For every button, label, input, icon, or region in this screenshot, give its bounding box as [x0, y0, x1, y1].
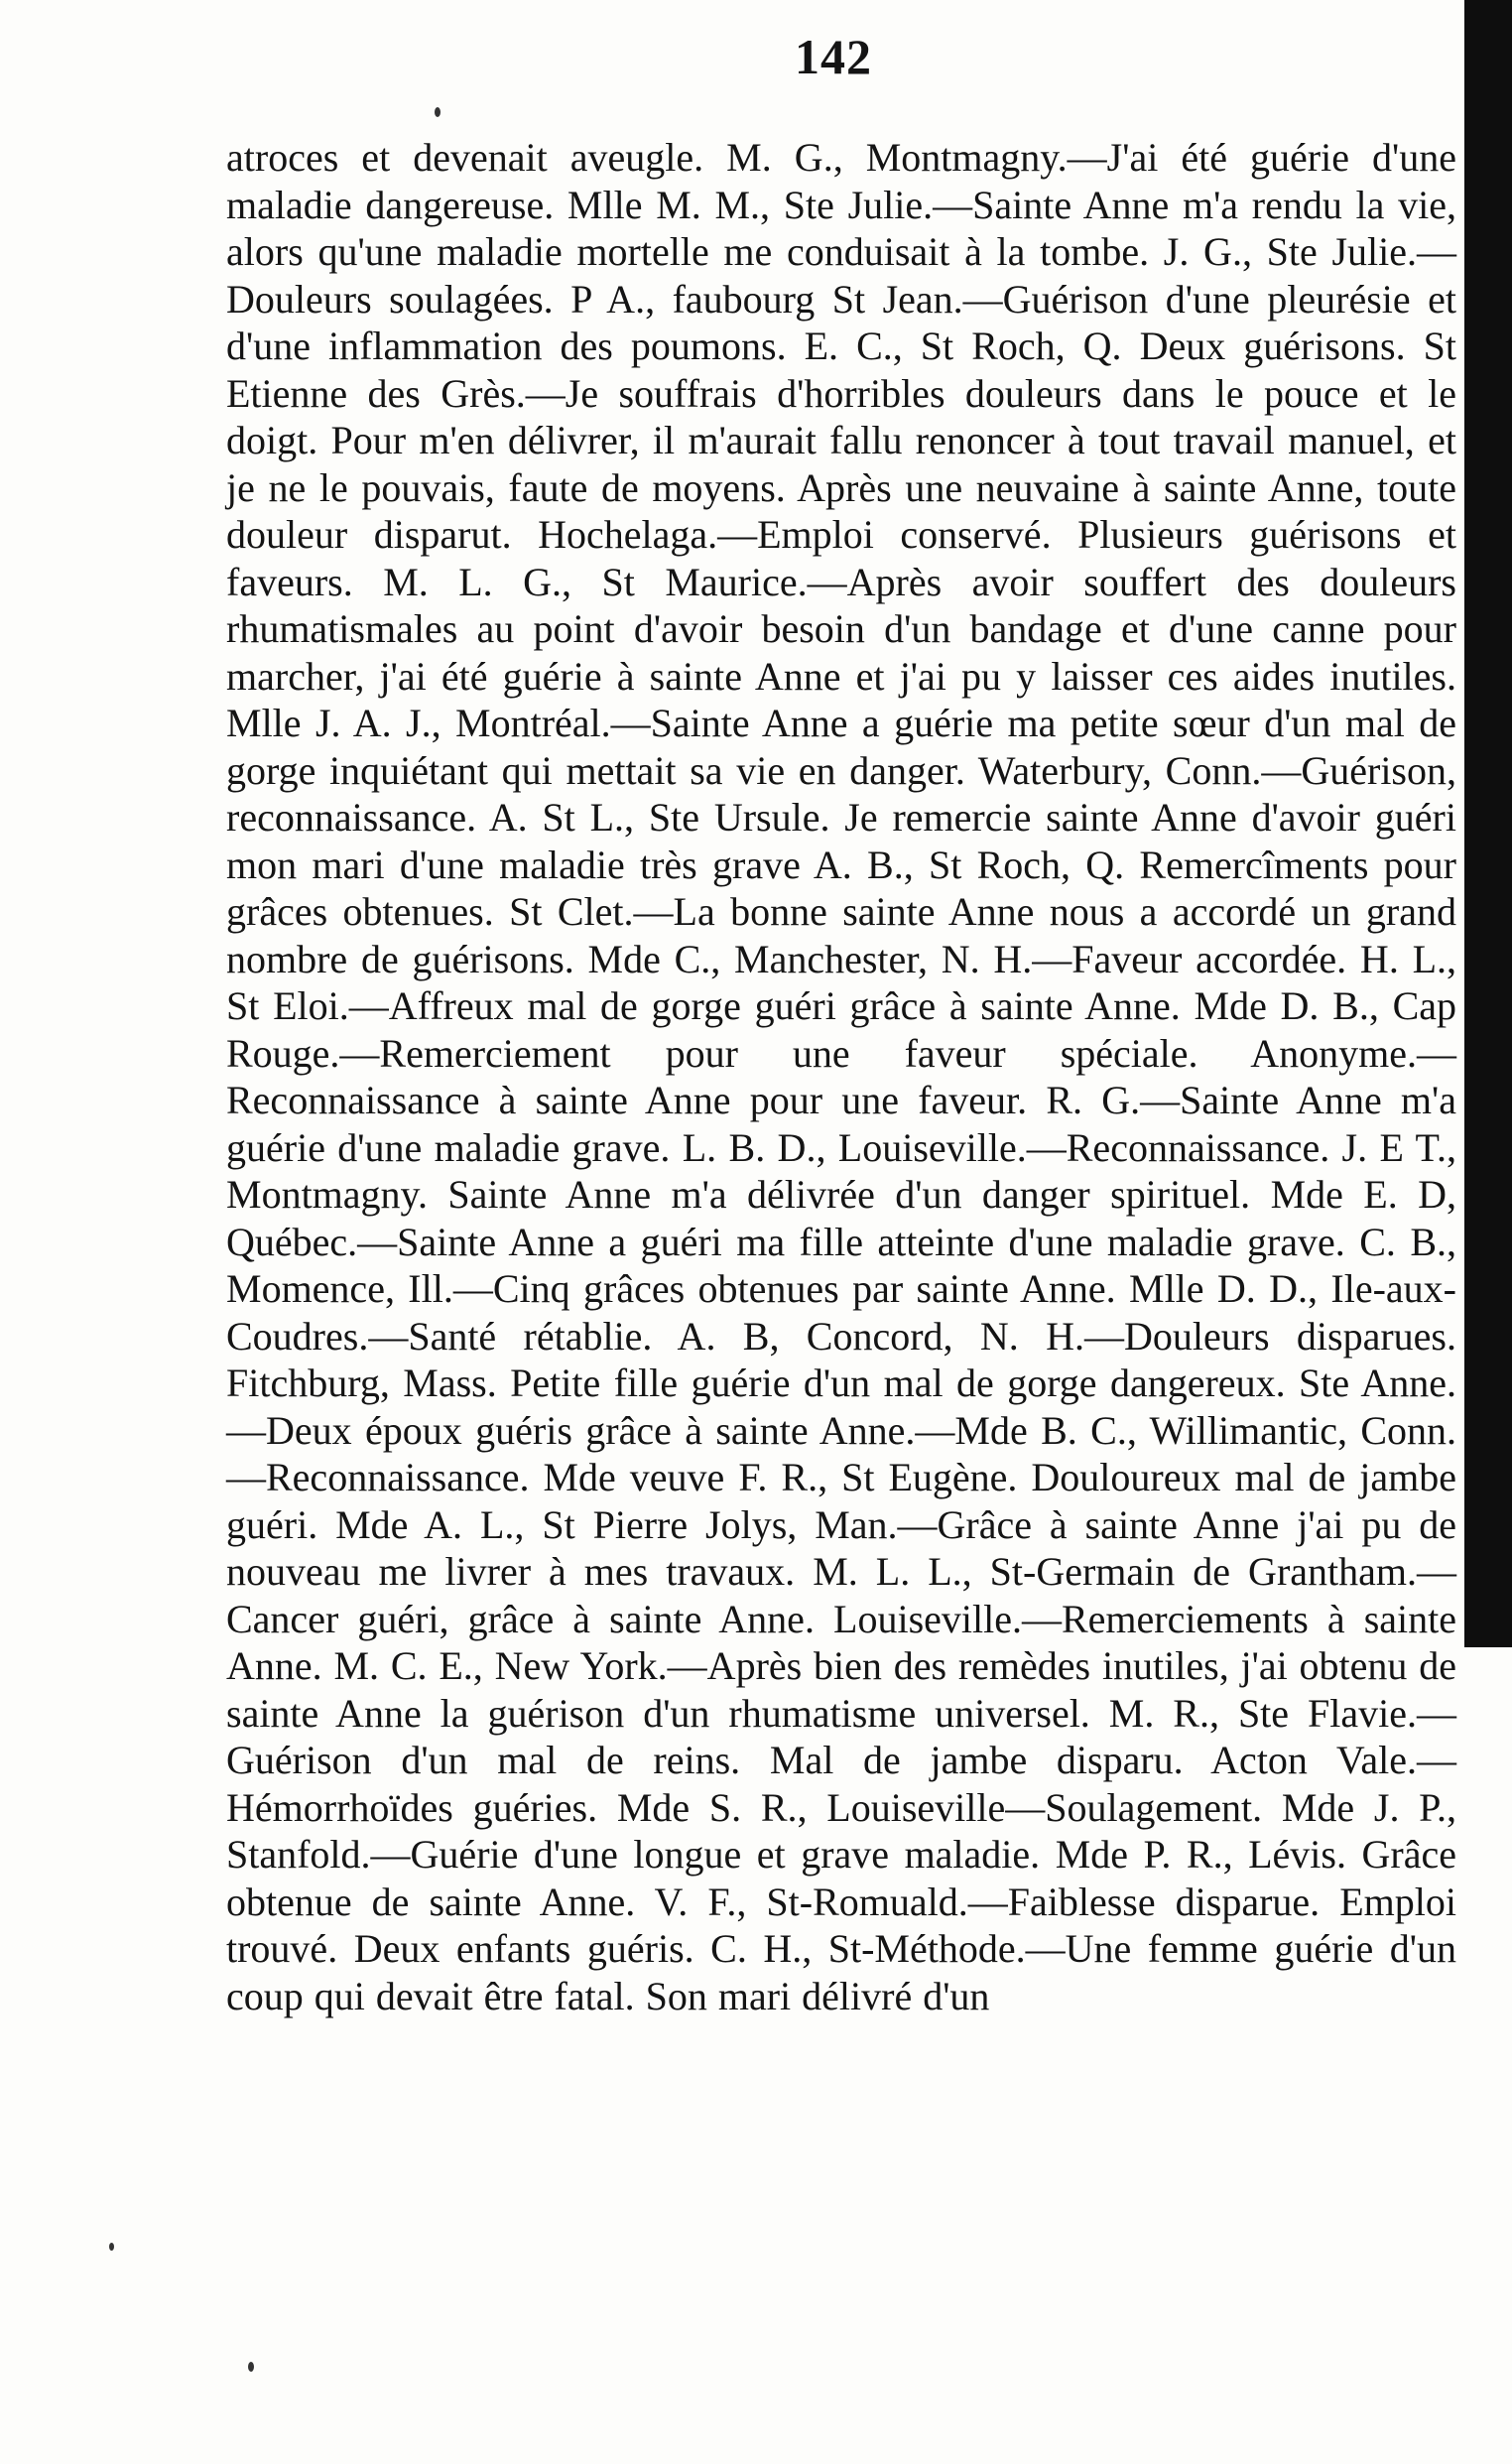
ink-speck	[435, 107, 441, 117]
page-number: 142	[795, 29, 872, 84]
ink-speck	[109, 2243, 114, 2251]
binding-edge-shadow	[1464, 0, 1512, 1647]
ink-speck	[248, 2362, 254, 2372]
body-text: atroces et devenait aveugle. M. G., Montmagny.—J'ai été guérie d'une maladie dangereuse. Mlle M. M., Ste Julie.—Sainte Anne m'a rendu la vie, alors qu'une maladie mortelle me conduisait à la tombe. J. G., Ste Julie.—Douleurs soulagées. P A., faubourg St Jean.—Guérison d'une pleurésie et d'une inflammation des poumons. E. C., St Roch, Q. Deux guérisons. St Etienne des Grès.—Je souffrais d'horribles douleurs dans le pouce et le doigt. Pour m'en délivrer, il m'aurait fallu renoncer à tout travail manuel, et je ne le pouvais, faute de moyens. Après une neuvaine à sainte Anne, toute douleur disparut. Hochelaga.—Emploi conservé. Plusieurs guérisons et faveurs. M. L. G., St Maurice.—Après avoir souffert des douleurs rhumatismales au point d'avoir besoin d'un bandage et d'une canne pour marcher, j'ai été guérie à sainte Anne et j'ai pu y laisser ces aides inutiles. Mlle J. A. J., Montréal.—Sainte Anne a guérie ma petite sœur d'un mal de gorge inquiétant qui mettait sa vie en danger. Waterbury, Conn.—Guérison, reconnaissance. A. St L., Ste Ursule. Je remercie sainte Anne d'avoir guéri mon mari d'une maladie très grave A. B., St Roch, Q. Remercîments pour grâces obtenues. St Clet.—La bonne sainte Anne nous a accordé un grand nombre de guérisons. Mde C., Manchester, N. H.—Faveur accordée. H. L., St Eloi.—Affreux mal de gorge guéri grâce à sainte Anne. Mde D. B., Cap Rouge.—Remerciement pour une faveur spéciale. Anonyme.—Reconnaissance à sainte Anne pour une faveur. R. G.—Sainte Anne m'a guérie d'une maladie grave. L. B. D., Louiseville.—Reconnaissance. J. E T., Montmagny. Sainte Anne m'a délivrée d'un danger spirituel. Mde E. D, Québec.—Sainte Anne a guéri ma fille atteinte d'une maladie grave. C. B., Momence, Ill.—Cinq grâces obtenues par sainte Anne. Mlle D. D., Ile-aux-Coudres.—Santé rétablie. A. B, Concord, N. H.—Douleurs disparues. Fitchburg, Mass. Petite fille guérie d'un mal de gorge dangereux. Ste Anne.—Deux époux guéris grâce à sainte Anne.—Mde B. C., Willimantic, Conn.—Reconnaissance. Mde veuve F. R., St Eugène. Douloureux mal de jambe guéri. Mde A. L., St Pierre Jolys, Man.—Grâce à sainte Anne j'ai pu de nouveau me livrer à mes travaux. M. L. L., St-Germain de Grantham.—Cancer guéri, grâce à sainte Anne. Louiseville.—Remerciements à sainte Anne. M. C. E., New York.—Après bien des remèdes inutiles, j'ai obtenu de sainte Anne la guérison d'un rhumatisme universel. M. R., Ste Flavie.—Guérison d'un mal de reins. Mal de jambe disparu. Acton Vale.—Hémorrhoïdes guéries. Mde S. R., Louiseville—Soulagement. Mde J. P., Stanfold.—Guérie d'une longue et grave maladie. Mde P. R., Lévis. Grâce obtenue de sainte Anne. V. F., St-Romuald.—Faiblesse disparue. Emploi trouvé. Deux enfants guéris. C. H., St-Méthode.—Une femme guérie d'un coup qui devait être fatal. Son mari délivré d'un	[226, 135, 1456, 2018]
